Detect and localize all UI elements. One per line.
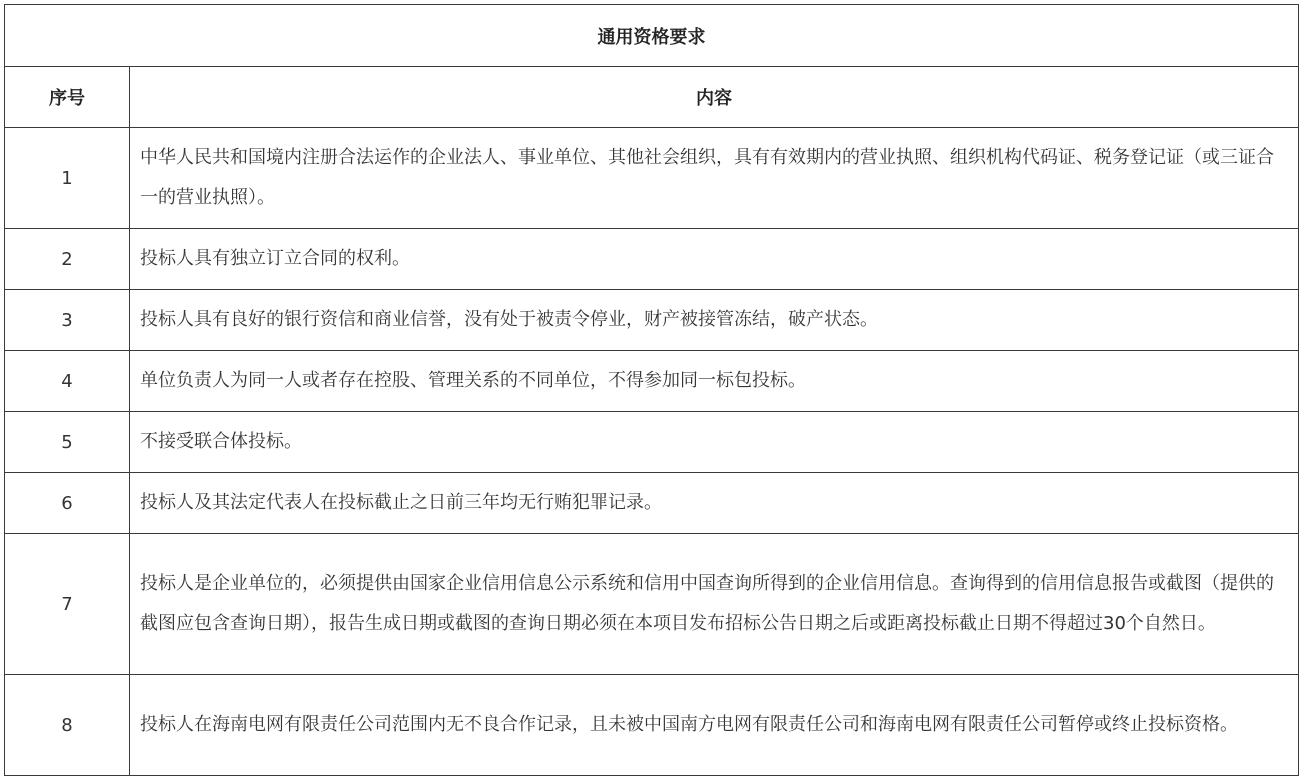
table-row xyxy=(5,675,1299,776)
table-title: 通用资格要求 xyxy=(5,5,1299,67)
row-content: 投标人具有独立订立合同的权利。 xyxy=(130,229,1299,290)
row-number: 1 xyxy=(5,128,130,229)
table-title-row xyxy=(5,5,1299,67)
table-row xyxy=(5,412,1299,473)
qualification-table xyxy=(4,4,1299,776)
table-row xyxy=(5,473,1299,534)
row-number: 2 xyxy=(5,229,130,290)
row-content: 单位负责人为同一人或者存在控股、管理关系的不同单位，不得参加同一标包投标。 xyxy=(130,351,1299,412)
row-content: 投标人具有良好的银行资信和商业信誉，没有处于被责令停业，财产被接管冻结，破产状态。 xyxy=(130,290,1299,351)
row-content: 投标人及其法定代表人在投标截止之日前三年均无行贿犯罪记录。 xyxy=(130,473,1299,534)
row-number: 7 xyxy=(5,534,130,675)
row-content: 不接受联合体投标。 xyxy=(130,412,1299,473)
row-number: 6 xyxy=(5,473,130,534)
row-number: 8 xyxy=(5,675,130,776)
table-row xyxy=(5,534,1299,675)
header-content: 内容 xyxy=(130,67,1299,128)
table-row xyxy=(5,229,1299,290)
table-row xyxy=(5,128,1299,229)
table-header-row xyxy=(5,67,1299,128)
header-index: 序号 xyxy=(5,67,130,128)
table-row xyxy=(5,351,1299,412)
row-content: 投标人是企业单位的，必须提供由国家企业信用信息公示系统和信用中国查询所得到的企业信用信息。查询得到的信用信息报告或截图（提供的截图应包含查询日期），报告生成日期或截图的查询日期必须在本项目发布招标公告日期之后或距离投标截止日期不得超过30个自然日。 xyxy=(130,534,1299,675)
row-number: 5 xyxy=(5,412,130,473)
row-content: 投标人在海南电网有限责任公司范围内无不良合作记录，且未被中国南方电网有限责任公司和海南电网有限责任公司暂停或终止投标资格。 xyxy=(130,675,1299,776)
table-row xyxy=(5,290,1299,351)
row-content: 中华人民共和国境内注册合法运作的企业法人、事业单位、其他社会组织，具有有效期内的营业执照、组织机构代码证、税务登记证（或三证合一的营业执照）。 xyxy=(130,128,1299,229)
row-number: 3 xyxy=(5,290,130,351)
row-number: 4 xyxy=(5,351,130,412)
